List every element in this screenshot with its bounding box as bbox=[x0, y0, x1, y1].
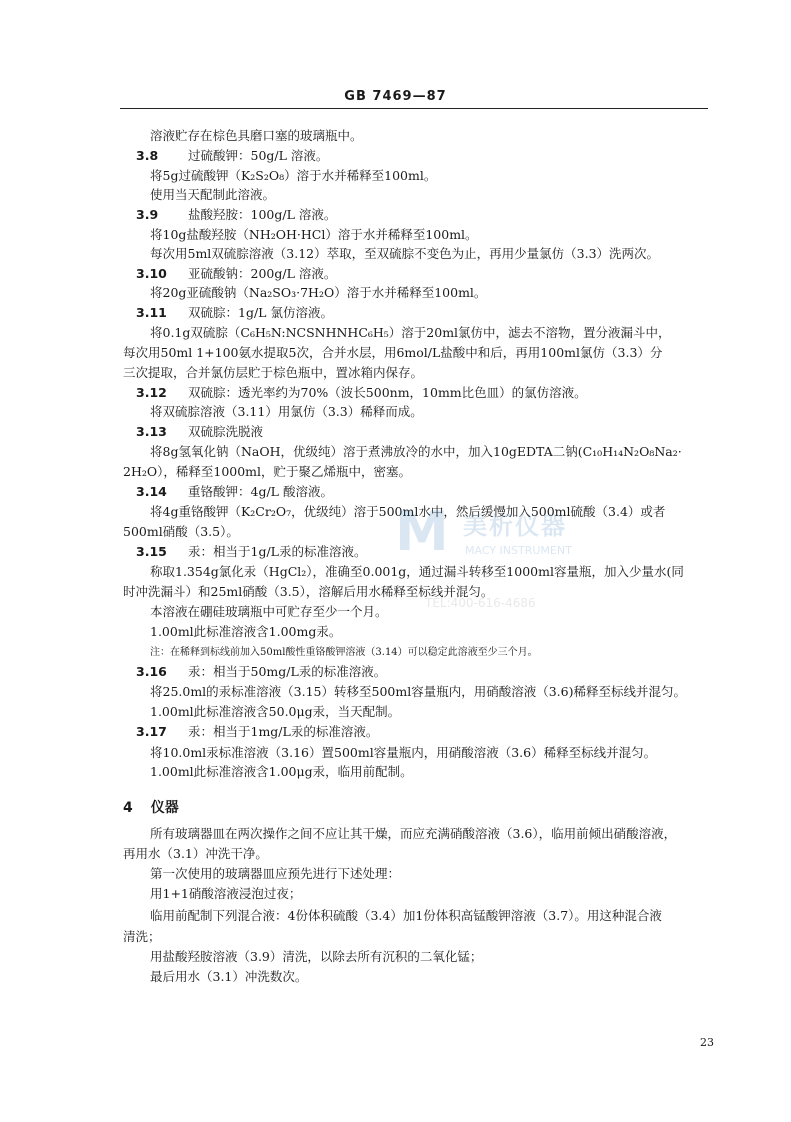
watermark-company-name: 美析仪器 bbox=[463, 512, 567, 540]
section-heading bbox=[123, 800, 179, 816]
paragraph-line: 将20g亚硫酸钠（Na₂SO₃·7H₂O）溶于水并稀释至100ml。 bbox=[150, 285, 487, 300]
clause-item bbox=[136, 266, 336, 282]
clause-text: 双硫腙：1g/L 氯仿溶液。 bbox=[188, 305, 333, 320]
paragraph-line: 将10g盐酸羟胺（NH₂OH·HCl）溶于水并稀释至100ml。 bbox=[150, 227, 478, 242]
clause-text: 汞：相当于1g/L汞的标准溶液。 bbox=[188, 544, 367, 559]
paragraph-continuation: 时冲洗漏斗）和25ml硝酸（3.5），溶解后用水稀释至标线并混匀。 bbox=[123, 584, 494, 599]
clause-text: 双硫腙洗脱液 bbox=[188, 424, 264, 439]
paragraph-line: 最后用水（3.1）冲洗数次。 bbox=[150, 969, 308, 984]
paragraph-continuation: 2H₂O），稀释至1000ml，贮于聚乙烯瓶中，密塞。 bbox=[123, 464, 412, 479]
standard-number-header: GB 7469—87 bbox=[344, 89, 447, 104]
clause-number: 3.10 bbox=[136, 266, 167, 281]
clause-item bbox=[136, 385, 587, 401]
paragraph-line: 将8g氢氧化钠（NaOH，优级纯）溶于煮沸放冷的水中，加入10gEDTA二钠(C₁₀H₁₄N₂O₈Na₂· bbox=[150, 444, 682, 459]
clause-text: 汞：相当于1mg/L汞的标准溶液。 bbox=[188, 724, 379, 739]
paragraph-line: 将0.1g双硫腙（C₆H₅N:NCSNHNHC₆H₅）溶于20ml氯仿中，滤去不溶物，置分液漏斗中， bbox=[150, 325, 671, 340]
paragraph-line: 临用前配制下列混合液：4份体积硫酸（3.4）加1份体积高锰酸钾溶液（3.7）。用这种混合液 bbox=[150, 908, 662, 923]
clause-number: 3.8 bbox=[136, 148, 159, 163]
paragraph-line: 将4g重铬酸钾（K₂Cr₂O₇，优级纯）溶于500ml水中，然后缓慢加入500ml硫酸（3.4）或者 bbox=[150, 504, 666, 519]
clause-text: 重铬酸钾：4g/L 酸溶液。 bbox=[188, 484, 333, 499]
paragraph-line: 使用当天配制此溶液。 bbox=[150, 187, 276, 202]
watermark-phone: TEL:400-616-4686 bbox=[425, 596, 536, 610]
paragraph-line: 每次用5ml双硫腙溶液（3.12）萃取，至双硫腙不变色为止，再用少量氯仿（3.3）洗两次。 bbox=[150, 246, 660, 261]
clause-text: 过硫酸钾：50g/L 溶液。 bbox=[188, 148, 329, 163]
paragraph-continuation: 500ml硝酸（3.5）。 bbox=[123, 524, 239, 539]
clause-number: 3.16 bbox=[136, 664, 167, 679]
paragraph-line: 1.00ml此标准溶液含1.00mg汞。 bbox=[150, 624, 342, 639]
paragraph-continuation: 清洗； bbox=[123, 929, 161, 944]
watermark-company-name-en: MACY INSTRUMENT bbox=[465, 544, 572, 557]
clause-number: 3.15 bbox=[136, 544, 167, 559]
clause-number: 3.13 bbox=[136, 424, 167, 439]
paragraph-line: 溶液贮存在棕色具磨口塞的玻璃瓶中。 bbox=[150, 128, 363, 143]
paragraph-line: 将25.0ml的汞标准溶液（3.15）转移至500ml容量瓶内，用硝酸溶液（3.6)稀释至标线并混匀。 bbox=[150, 684, 686, 699]
page-number: 23 bbox=[700, 1036, 714, 1049]
paragraph-continuation: 再用水（3.1）冲洗干净。 bbox=[123, 846, 268, 861]
section-title: 仪器 bbox=[150, 800, 179, 816]
paragraph-line: 将5g过硫酸钾（K₂S₂O₈）溶于水并稀释至100ml。 bbox=[150, 168, 437, 183]
clause-item bbox=[136, 305, 333, 321]
paragraph-line: 第一次使用的玻璃器皿应预先进行下述处理： bbox=[150, 866, 401, 881]
clause-item bbox=[136, 424, 263, 440]
section-number: 4 bbox=[123, 800, 133, 816]
paragraph-line: 1.00ml此标准溶液含1.00μg汞，临用前配制。 bbox=[150, 764, 413, 779]
paragraph-line: 用1+1硝酸溶液浸泡过夜； bbox=[150, 886, 302, 901]
paragraph-line: 1.00ml此标准溶液含50.0μg汞，当天配制。 bbox=[150, 704, 401, 719]
paragraph-continuation: 每次用50ml 1+100氨水提取5次，合并水层，用6mol/L盐酸中和后，再用100ml氯仿（3.3）分 bbox=[123, 345, 663, 360]
header-rule bbox=[120, 108, 708, 109]
clause-number: 3.9 bbox=[136, 207, 159, 222]
clause-text: 盐酸羟胺：100g/L 溶液。 bbox=[188, 207, 337, 222]
clause-text: 双硫腙：透光率约为70%（波长500nm，10mm比色皿）的氯仿溶液。 bbox=[188, 385, 587, 400]
clause-number: 3.12 bbox=[136, 385, 167, 400]
watermark-logo-icon: M bbox=[395, 500, 449, 563]
paragraph-line: 用盐酸羟胺溶液（3.9）清洗，以除去所有沉积的二氧化锰； bbox=[150, 949, 483, 964]
paragraph-line: 将双硫腙溶液（3.11）用氯仿（3.3）稀释而成。 bbox=[150, 404, 423, 419]
clause-item bbox=[136, 664, 386, 680]
note-text: 注：在稀释到标线前加入50ml酸性重铬酸钾溶液（3.14）可以稳定此溶液至少三个月。 bbox=[150, 647, 538, 658]
clause-text: 汞：相当于50mg/L汞的标准溶液。 bbox=[188, 664, 387, 679]
clause-item bbox=[136, 207, 336, 223]
clause-item bbox=[136, 544, 366, 560]
clause-item bbox=[136, 148, 328, 164]
clause-item bbox=[136, 484, 333, 500]
clause-number: 3.14 bbox=[136, 484, 167, 499]
clause-number: 3.11 bbox=[136, 305, 167, 320]
paragraph-continuation: 三次提取，合并氯仿层贮于棕色瓶中，置冰箱内保存。 bbox=[123, 365, 424, 380]
paragraph-line: 将10.0ml汞标准溶液（3.16）置500ml容量瓶内，用硝酸溶液（3.6）稀释至标线并混匀。 bbox=[150, 745, 657, 760]
paragraph-line: 本溶液在硼硅玻璃瓶中可贮存至少一个月。 bbox=[150, 604, 388, 619]
clause-item bbox=[136, 724, 378, 740]
clause-text: 亚硫酸钠：200g/L 溶液。 bbox=[188, 266, 337, 281]
paragraph-line: 所有玻璃器皿在两次操作之间不应让其干燥，而应充满硝酸溶液（3.6），临用前倾出硝酸溶液， bbox=[150, 826, 677, 841]
clause-number: 3.17 bbox=[136, 724, 167, 739]
paragraph-line: 称取1.354g氯化汞（HgCl₂），准确至0.001g，通过漏斗转移至1000ml容量瓶，加入少量水(同 bbox=[150, 564, 684, 579]
